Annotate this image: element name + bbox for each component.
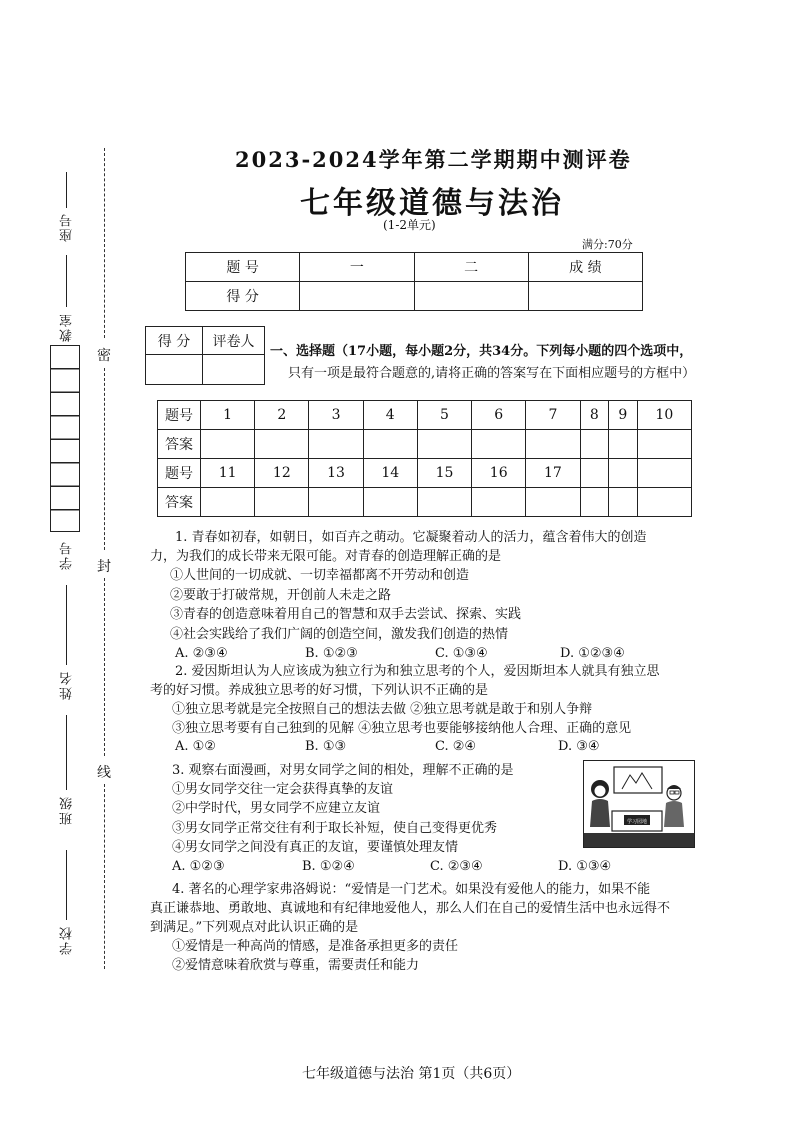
score-table-label-qno: 题 号 (186, 253, 300, 282)
q2-option-a[interactable]: A. ①② (175, 739, 216, 754)
q1-option-b[interactable]: B. ①②③ (305, 646, 358, 661)
answer-cell[interactable] (580, 430, 609, 459)
answer-grid-empty (580, 459, 609, 488)
binding-label-seat: 座号 (60, 212, 75, 242)
q2-option-d[interactable]: D. ③④ (558, 739, 600, 754)
answer-grid-label-q: 题号 (158, 401, 201, 430)
answer-cell[interactable] (255, 430, 309, 459)
score-table-col-2: 二 (414, 253, 528, 282)
answer-grid-qno: 8 (580, 401, 609, 430)
answer-cell[interactable] (201, 488, 255, 517)
answer-cell[interactable] (255, 488, 309, 517)
answer-cell[interactable] (363, 488, 417, 517)
score-cell-1[interactable] (300, 282, 414, 311)
q2-statement-1-2: ①独立思考就是完全按照自己的想法去做 ②独立思考就是敢于和别人争辩 (172, 702, 593, 717)
answer-cell[interactable] (201, 430, 255, 459)
q2-stem-line2: 考的好习惯。养成独立思考的好习惯，下列认识不正确的是 (150, 683, 489, 698)
q3-option-b[interactable]: B. ①②④ (302, 859, 355, 874)
cartoon-girl-body (590, 799, 610, 827)
q3-statement-1: ①男女同学交往一定会获得真挚的友谊 (172, 782, 394, 797)
answer-grid-qno: 5 (417, 401, 471, 430)
grader-reviewer-label: 评卷人 (203, 327, 265, 355)
answer-grid-qno: 14 (363, 459, 417, 488)
seal-char-mi: 密 (97, 348, 111, 364)
answer-cell[interactable] (472, 430, 526, 459)
binding-label-student-id: 学号 (60, 540, 75, 570)
grader-score-cell[interactable] (146, 355, 203, 385)
binding-blank-seat[interactable] (66, 172, 67, 208)
score-cell-2[interactable] (414, 282, 528, 311)
answer-grid-qno: 2 (255, 401, 309, 430)
answer-grid-qno: 4 (363, 401, 417, 430)
answer-grid (157, 400, 692, 517)
grader-reviewer-cell[interactable] (203, 355, 265, 385)
full-score: 满分:70分 (582, 238, 633, 251)
units-note: (1-2单元) (383, 218, 436, 232)
binding-blank-class[interactable] (66, 715, 67, 790)
score-table-col-1: 一 (300, 253, 414, 282)
answer-cell[interactable] (417, 430, 471, 459)
answer-grid-label-a: 答案 (158, 488, 201, 517)
answer-cell[interactable] (609, 430, 638, 459)
answer-grid-qno: 9 (609, 401, 638, 430)
answer-grid-empty (637, 488, 691, 517)
q4-statement-2: ②爱情意味着欣赏与尊重，需要责任和能力 (172, 958, 420, 973)
q1-stem-line1: 1. 青春如初春，如朝日，如百卉之萌动。它凝聚着动人的活力，蕴含着伟大的创造 (175, 530, 647, 545)
q4-statement-1: ①爱情是一种高尚的情感，是准备承担更多的责任 (172, 939, 459, 954)
q3-stem: 3. 观察右面漫画，对男女同学之间的相处，理解不正确的是 (172, 763, 514, 778)
answer-cell[interactable] (637, 430, 691, 459)
q3-statement-3: ③男女同学正常交往有利于取长补短，使自己变得更优秀 (172, 821, 498, 836)
binding-label-class: 班级 (60, 795, 75, 825)
answer-cell[interactable] (309, 488, 363, 517)
seal-line-mid2 (104, 578, 105, 756)
q1-statement-1: ①人世间的一切成就、一切幸福都离不开劳动和创造 (170, 568, 470, 583)
binding-blank-name[interactable] (66, 585, 67, 665)
exam-title: 2023-2024学年第二学期期中测评卷 (235, 147, 632, 172)
answer-grid-qno: 3 (309, 401, 363, 430)
answer-cell[interactable] (309, 430, 363, 459)
q1-statement-3: ③青春的创造意味着用自己的智慧和双手去尝试、探索、实践 (170, 607, 522, 622)
q1-stem-line2: 力，为我们的成长带来无限可能。对青春的创造理解正确的是 (150, 549, 502, 564)
answer-cell[interactable] (363, 430, 417, 459)
answer-grid-label-q: 题号 (158, 459, 201, 488)
cartoon-illustration (584, 761, 694, 847)
q2-option-c[interactable]: C. ②④ (435, 739, 477, 754)
answer-cell[interactable] (472, 488, 526, 517)
answer-grid-qno: 11 (201, 459, 255, 488)
q4-stem-line3: 到满足。”下列观点对此认识正确的是 (150, 920, 359, 935)
seal-char-xian: 线 (97, 765, 111, 781)
answer-grid-empty (609, 488, 638, 517)
section1-instructions-line2: 只有一项是最符合题意的,请将正确的答案写在下面相应题号的方框中） (288, 366, 696, 381)
q4-stem-line1: 4. 著名的心理学家弗洛姆说：“爱情是一门艺术。如果没有爱他人的能力，如果不能 (172, 882, 651, 897)
student-id-boxes[interactable] (50, 345, 80, 532)
answer-grid-empty (609, 459, 638, 488)
answer-grid-qno: 6 (472, 401, 526, 430)
answer-grid-qno: 13 (309, 459, 363, 488)
answer-grid-qno: 12 (255, 459, 309, 488)
score-cell-total[interactable] (528, 282, 642, 311)
q1-option-a[interactable]: A. ②③④ (175, 646, 228, 661)
grader-table (145, 326, 265, 385)
answer-grid-qno: 17 (526, 459, 580, 488)
score-table-col-total: 成 绩 (528, 253, 642, 282)
page-footer: 七年级道德与法治 第1页（共6页） (302, 1066, 521, 1082)
q1-option-d[interactable]: D. ①②③④ (560, 646, 625, 661)
seal-line-top (104, 148, 105, 338)
q3-statement-2: ②中学时代，男女同学不应建立友谊 (172, 801, 381, 816)
q3-option-d[interactable]: D. ①③④ (558, 859, 612, 874)
answer-grid-qno: 7 (526, 401, 580, 430)
binding-label-name: 姓名 (60, 670, 75, 700)
q3-option-a[interactable]: A. ①②③ (172, 859, 225, 874)
q3-option-c[interactable]: C. ②③④ (430, 859, 483, 874)
score-table (185, 252, 643, 311)
seal-line-bottom (104, 784, 105, 969)
binding-blank-room[interactable] (66, 255, 67, 307)
q1-statement-4: ④社会实践给了我们广阔的创造空间，激发我们创造的热情 (170, 627, 509, 642)
answer-grid-qno: 15 (417, 459, 471, 488)
grader-score-label: 得 分 (146, 327, 203, 355)
answer-grid-empty (580, 488, 609, 517)
q1-statement-2: ②要敢于打破常规，开创前人未走之路 (170, 588, 392, 603)
q2-stem-line1: 2. 爱因斯坦认为人应该成为独立行为和独立思考的个人，爱因斯坦本人就具有独立思 (175, 664, 660, 679)
answer-cell[interactable] (526, 430, 580, 459)
answer-cell[interactable] (417, 488, 471, 517)
cartoon-girl-face (594, 785, 606, 797)
answer-grid-empty (637, 459, 691, 488)
binding-label-room: 教室 (60, 312, 75, 342)
score-table-label-score: 得 分 (186, 282, 300, 311)
cartoon-board-text: 学习园地 (626, 819, 648, 825)
q1-option-c[interactable]: C. ①③④ (435, 646, 488, 661)
binding-label-school: 学校 (60, 925, 75, 955)
answer-grid-qno: 16 (472, 459, 526, 488)
q4-stem-line2: 真正谦恭地、勇敢地、真诚地和有纪律地爱他人，那么人们在自己的爱情生活中也永远得不 (150, 901, 671, 916)
q3-statement-4: ④男女同学之间没有真正的友谊，要谨慎处理友情 (172, 840, 459, 855)
seal-char-feng: 封 (97, 559, 111, 575)
q3-cartoon (583, 760, 695, 848)
binding-blank-school[interactable] (66, 850, 67, 920)
section1-instructions-line1: 一、选择题（17小题，每小题2分，共34分。下列每小题的四个选项中， (270, 344, 693, 359)
subject-title: 七年级道德与法治 (300, 186, 564, 221)
answer-cell[interactable] (526, 488, 580, 517)
cartoon-boy-body (664, 801, 684, 827)
answer-grid-qno: 1 (201, 401, 255, 430)
answer-grid-label-a: 答案 (158, 430, 201, 459)
answer-grid-qno: 10 (637, 401, 691, 430)
q2-option-b[interactable]: B. ①③ (305, 739, 347, 754)
q2-statement-3-4: ③独立思考要有自己独到的见解 ④独立思考也要能够接纳他人合理、正确的意见 (172, 721, 632, 736)
seal-line-mid1 (104, 368, 105, 550)
